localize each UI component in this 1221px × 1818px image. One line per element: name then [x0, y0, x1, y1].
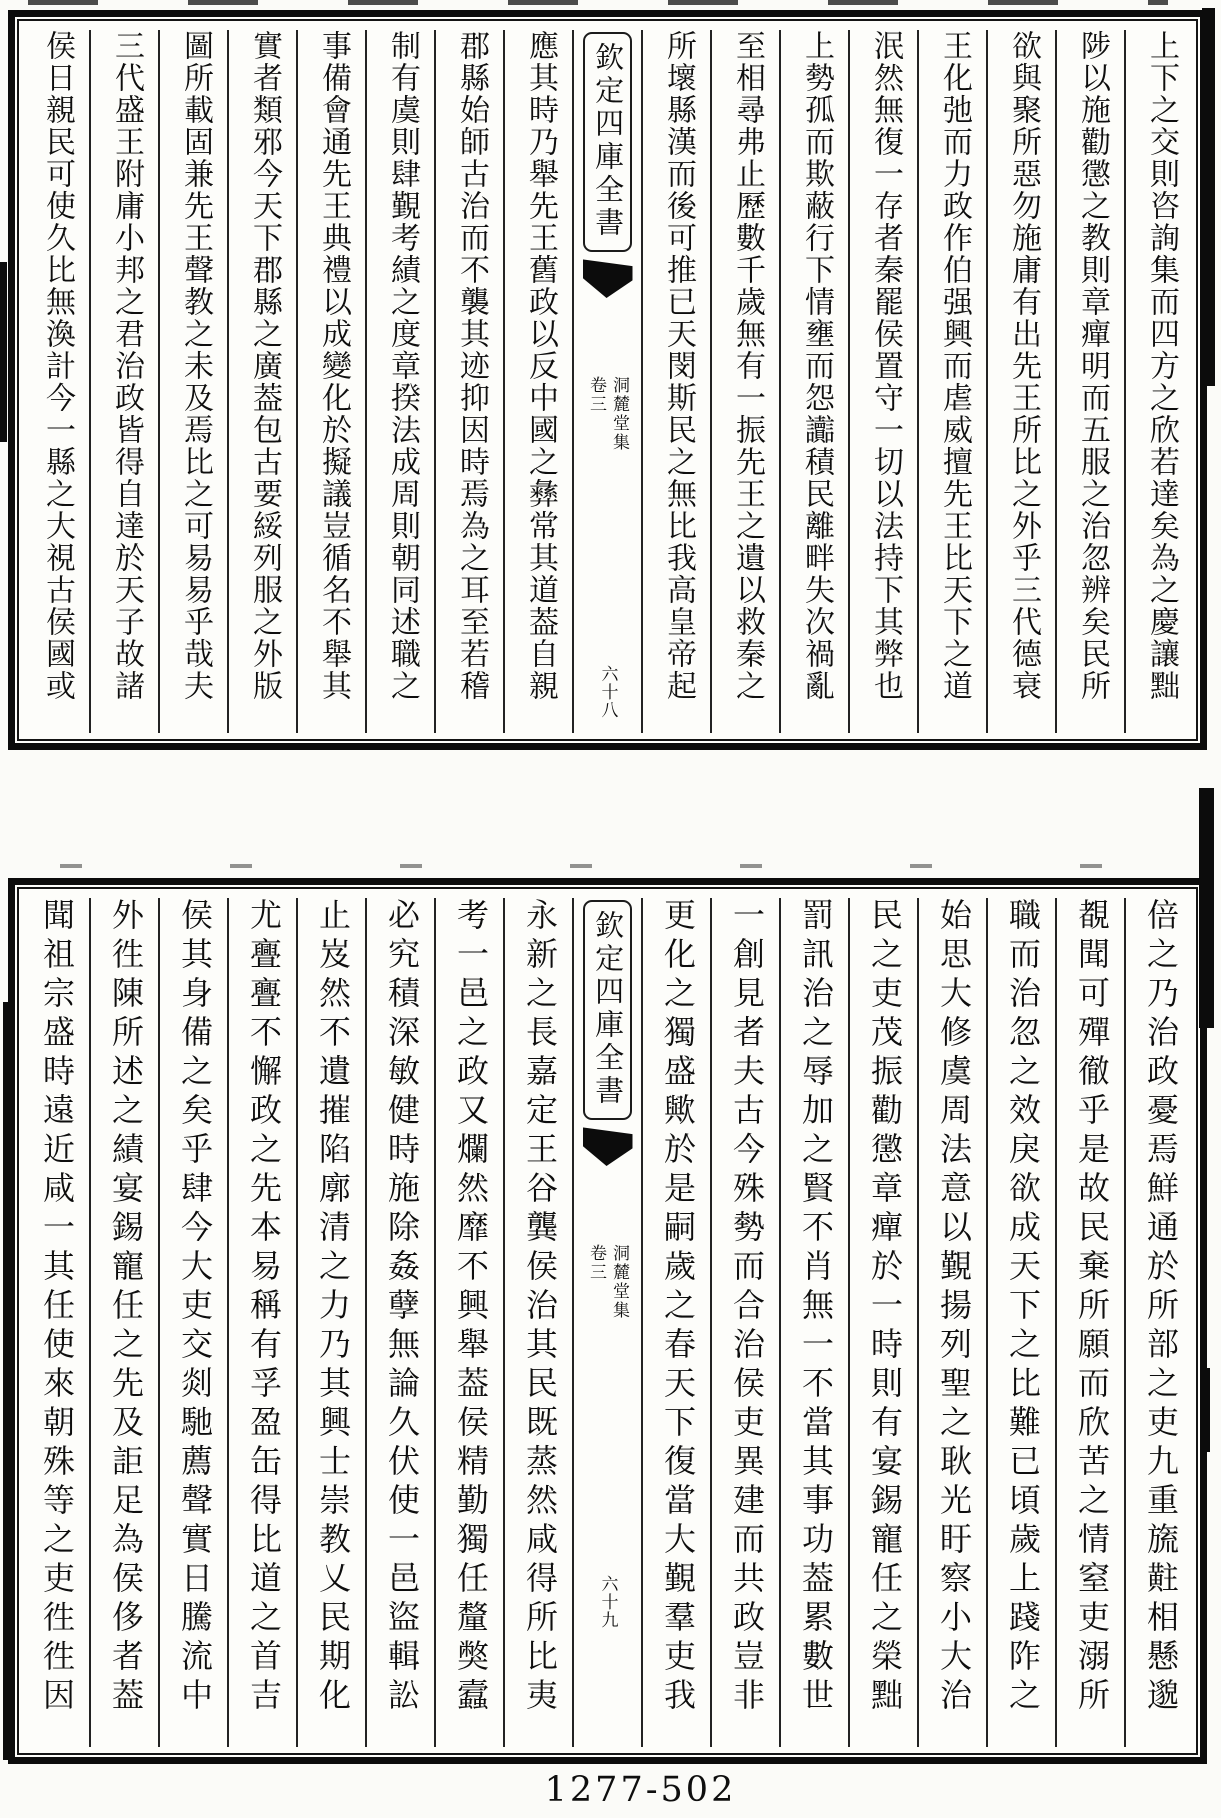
- text-column: 民之吏茂振勸懲章癉於一時則有宴錫寵任之榮黜: [848, 898, 917, 1747]
- page-block-top: [8, 10, 1207, 750]
- text-column: 始思大修虞周法意以覲揚列聖之耿光盱察小大治: [917, 898, 986, 1747]
- scan-edge-dashes: [28, 0, 1168, 5]
- scan-artifact: [1202, 8, 1215, 386]
- text-column: 覩聞可殫徹乎是故民棄所願而欣苦之情窒吏溺所: [1055, 898, 1124, 1747]
- scan-edge-dashes: [60, 864, 1110, 868]
- book-title: 洞麓堂集: [609, 376, 629, 452]
- text-column: 尤亹亹不懈政之先本易稱有孚盈缶得比道之首吉: [227, 898, 296, 1747]
- text-column: 倍之乃治政憂焉鮮通於所部之吏九重旒黈相懸邈: [1124, 898, 1193, 1747]
- center-fold-column: [572, 30, 641, 733]
- siku-banner: 欽定四庫全書: [583, 900, 632, 1120]
- text-column: 圖所載固兼先王聲教之未及焉比之可易易乎哉夫: [158, 30, 227, 733]
- scan-artifact: [1205, 1368, 1210, 1452]
- text-column: 郡縣始師古治而不襲其迹抑因時焉為之耳至若稽: [434, 30, 503, 733]
- text-column: 陟以施勸懲之教則章癉明而五服之治忽辨矣民所: [1055, 30, 1124, 733]
- scan-artifact: [0, 262, 7, 442]
- siku-banner: 欽定四庫全書: [583, 32, 632, 252]
- text-column: 三代盛王附庸小邦之君治政皆得自達於天子故諸: [89, 30, 158, 733]
- text-column: 考一邑之政又爛然靡不興舉葢侯精勤獨任釐獘蠧: [434, 898, 503, 1747]
- scan-artifact: [3, 1002, 15, 1760]
- text-column: 上勢孤而欺蔽行下情壅而怨讟積民離畔失次禍亂: [779, 30, 848, 733]
- text-column: 外徃陳所述之績宴錫寵任之先及詎足為侯侈者葢: [89, 898, 158, 1747]
- center-fold-column: [572, 898, 641, 1747]
- text-column: 一創見者夫古今殊勢而合治侯吏異建而共政豈非: [710, 898, 779, 1747]
- text-column: 應其時乃舉先王舊政以反中國之彝常其道葢自親: [503, 30, 572, 733]
- text-column: 侯日親民可使久比無渙計今一縣之大視古侯國或: [40, 30, 75, 702]
- title-volume-row: [586, 1244, 629, 1320]
- text-column: 更化之獨盛歟於是嗣歲之春天下復當大覲羣吏我: [641, 898, 710, 1747]
- page-block-bottom: [8, 878, 1207, 1764]
- text-column: 聞祖宗盛時遠近咸一其任使來朝殊等之吏徃徃因: [38, 898, 76, 1717]
- text-column: 必究積深敏健時施除姦孽無論久伏使一邑盜輯訟: [365, 898, 434, 1747]
- fishtail-mark: [583, 256, 633, 298]
- text-column: 侯其身備之矣乎肆今大吏交剡馳薦聲實日騰流中: [158, 898, 227, 1747]
- text-column: 泯然無復一存者秦罷侯置守一切以法持下其弊也: [848, 30, 917, 733]
- text-column: 至相尋弗止歷數千歲無有一振先王之遺以救秦之: [710, 30, 779, 733]
- folio-number: 六十九: [597, 1575, 618, 1629]
- page-border: [17, 887, 1198, 1755]
- text-column: 永新之長嘉定王谷龔侯治其民既蒸然咸得所比夷: [503, 898, 572, 1747]
- volume-label: 卷三: [586, 1244, 606, 1282]
- text-column: 職而治忽之效戾欲成天下之比難已頃歲上踐阼之: [986, 898, 1055, 1747]
- text-column: 罰訊治之辱加之賢不肖無一不當其事功葢累數世: [779, 898, 848, 1747]
- folio-number: 六十八: [597, 665, 618, 719]
- text-columns: [19, 889, 1196, 1753]
- text-column: 所壞縣漢而後可推已天閔斯民之無比我高皇帝起: [641, 30, 710, 733]
- text-column: 事備會通先王典禮以成變化於擬議豈循名不舉其: [296, 30, 365, 733]
- scan-artifact: [1199, 788, 1214, 1028]
- title-volume-row: [586, 376, 629, 452]
- text-column: 上下之交則咨詢集而四方之欣若達矣為之慶讓黜: [1124, 30, 1193, 733]
- text-column: 止岌然不遺摧陷廓清之力乃其興士崇教乂民期化: [296, 898, 365, 1747]
- text-column: 王化弛而力政作伯强興而虐威擅先王比天下之道: [917, 30, 986, 733]
- text-column: 欲與聚所惡勿施庸有出先王所比之外乎三代德衰: [986, 30, 1055, 733]
- page-border: [17, 19, 1198, 741]
- text-column: 實者類邪今天下郡縣之廣葢包古要綏列服之外版: [227, 30, 296, 733]
- volume-label: 卷三: [586, 376, 606, 414]
- book-title: 洞麓堂集: [609, 1244, 629, 1320]
- fishtail-mark: [583, 1124, 633, 1166]
- text-column: 制有虞則肆覲考績之度章揆法成周則朝同述職之: [365, 30, 434, 733]
- plate-number: 1277-502: [544, 1770, 737, 1810]
- text-columns: [19, 21, 1196, 739]
